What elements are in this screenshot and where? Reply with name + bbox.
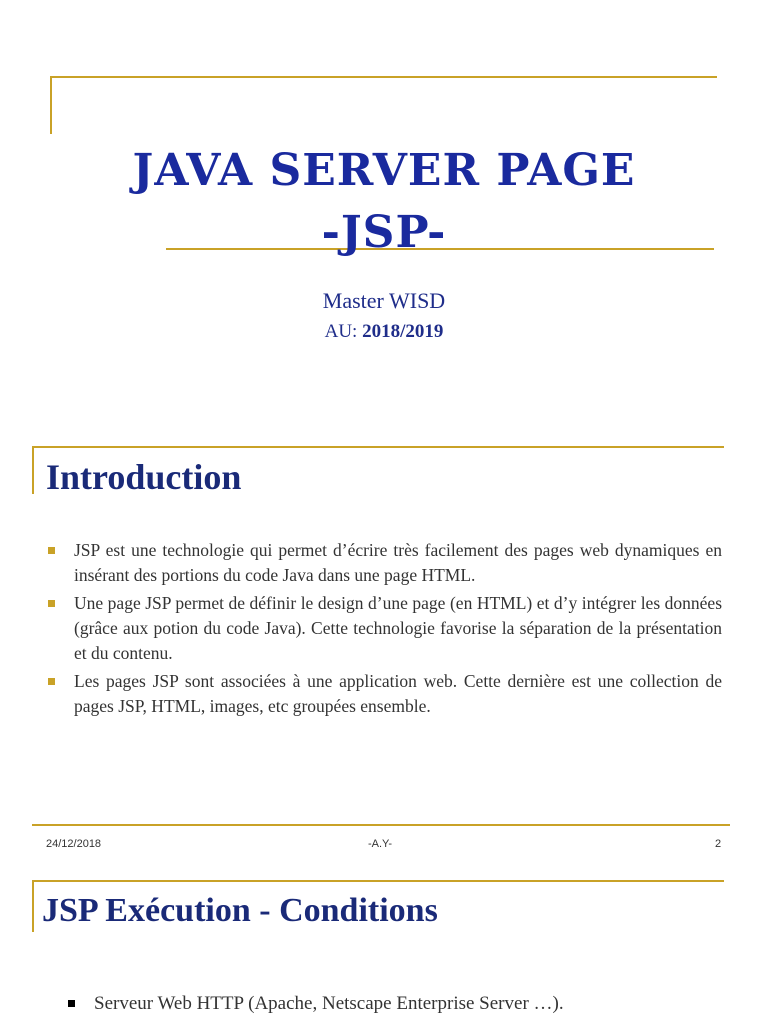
slide2-footer-rule (32, 824, 730, 826)
slide2-heading: Introduction (46, 457, 242, 497)
slide1-title-line1: JAVA SERVER PAGE (132, 145, 636, 196)
au-year: 2018/2019 (362, 321, 444, 342)
footer-author: -A.Y- (368, 838, 393, 850)
bullet-text: Les pages JSP sont associées à une application web. Cette dernière est une collection de pages JSP, HTML, images, etc groupées ensemble. (74, 671, 722, 716)
au-label: AU: (324, 321, 363, 342)
slide1-title-line2: -JSP- (321, 207, 447, 258)
bullet-text: Serveur Web HTTP (Apache, Netscape Enterprise Server …). (94, 993, 564, 1014)
slide2-bullet-list (46, 538, 722, 722)
slide2-top-rule (32, 446, 724, 448)
square-bullet-icon (68, 1000, 75, 1007)
list-item (46, 669, 722, 719)
list-item (46, 538, 722, 588)
slide3-left-rule (32, 880, 34, 932)
slide1-academic-year (0, 321, 768, 343)
bullet-text: JSP est une technologie qui permet d’écrire très facilement des pages web dynamiques en insérant des portions du code Java dans une page HTML. (74, 540, 722, 585)
square-bullet-icon (48, 678, 55, 685)
slide1-top-rule (50, 76, 717, 78)
slide1-title (0, 140, 768, 264)
square-bullet-icon (48, 547, 55, 554)
list-item (66, 990, 564, 1018)
slide3-top-rule (32, 880, 724, 882)
bullet-text: Une page JSP permet de définir le design d’une page (en HTML) et d’y intégrer les données (grâce aux potion du code Java). Cette technologie favorise la séparation de la présentation et du contenu. (74, 593, 722, 663)
square-bullet-icon (48, 600, 55, 607)
slide2-left-rule (32, 446, 34, 494)
footer-page-number: 2 (715, 838, 722, 850)
slide1-subtitle: Master WISD (322, 288, 446, 313)
slide3-heading: JSP Exécution - Conditions (42, 892, 438, 929)
slide3-bullet-list (66, 990, 564, 1018)
slide1-left-rule (50, 76, 52, 134)
list-item (46, 591, 722, 666)
footer-date: 24/12/2018 (46, 838, 102, 850)
